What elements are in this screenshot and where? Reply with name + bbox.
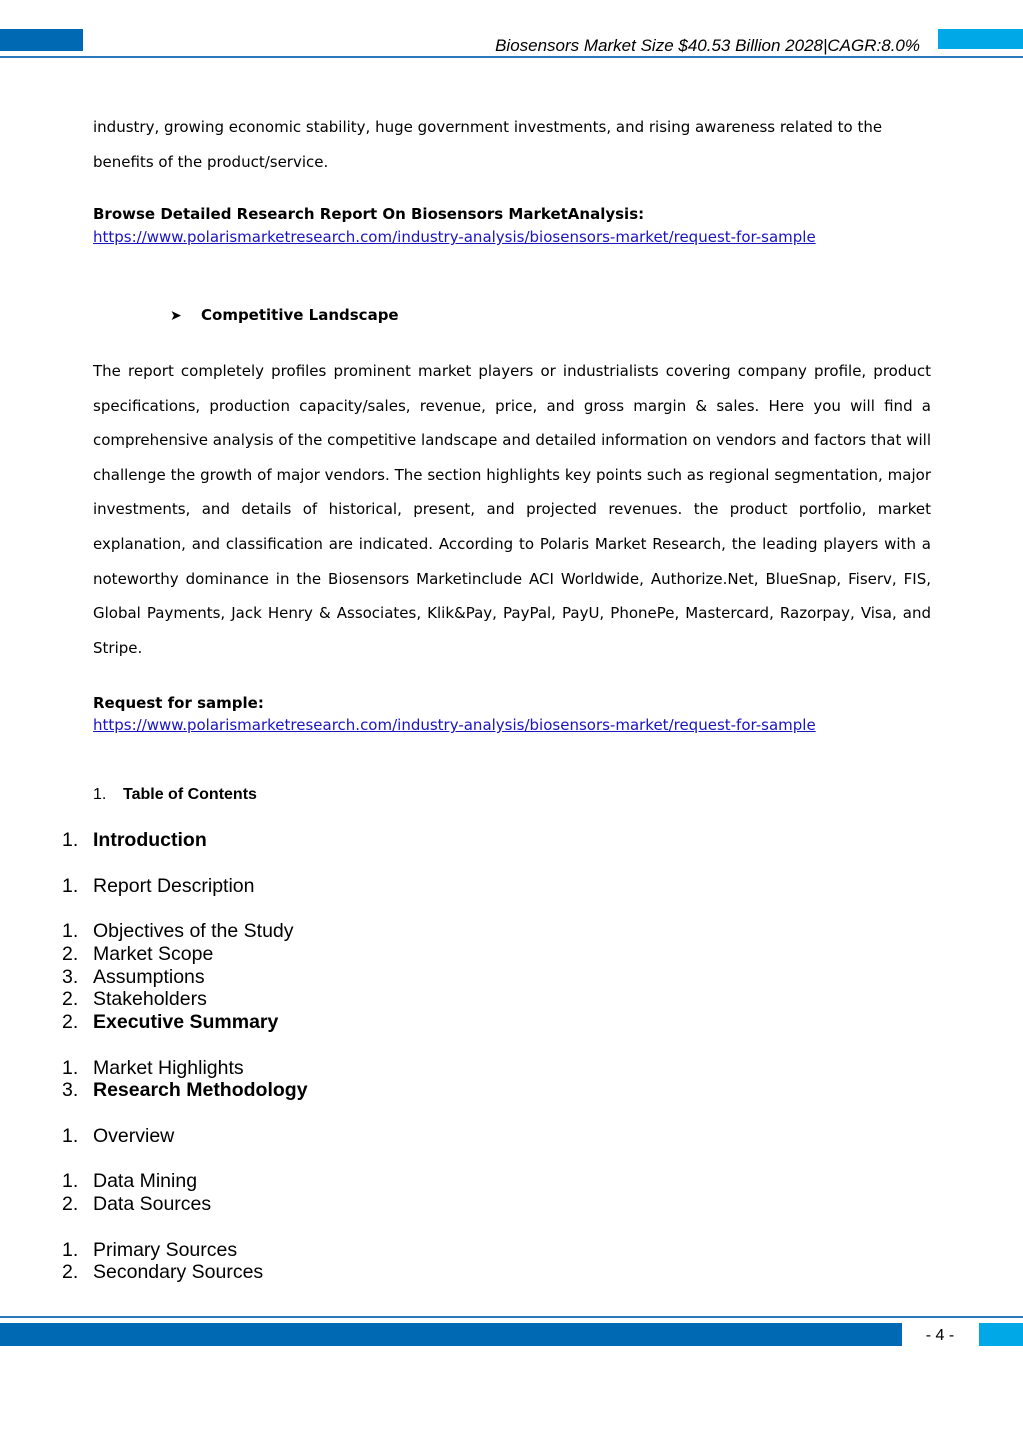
request-sample-label: Request for sample: — [93, 694, 264, 712]
toc-item: 1. Primary Sources — [62, 1239, 238, 1261]
toc-heading-label: Table of Contents — [123, 786, 257, 803]
arrow-bullet-icon: ➤ — [170, 308, 182, 324]
toc-item: 2. Stakeholders — [62, 988, 207, 1010]
browse-report-label: Browse Detailed Research Report On Biosensors MarketAnalysis: — [93, 205, 645, 223]
header-divider — [0, 56, 1023, 58]
header-accent-block-right — [938, 29, 1023, 49]
competitive-landscape-heading: ➤ Competitive Landscape — [170, 304, 399, 327]
request-sample-link[interactable]: https://www.polarismarketresearch.com/industry-analysis/biosensors-market/request-for-sample — [93, 716, 816, 734]
toc-item: 1. Report Description — [62, 875, 255, 897]
toc-item: 1. Market Highlights — [62, 1057, 244, 1079]
page-number: - 4 - — [925, 1327, 955, 1344]
toc-item: 2. Market Scope — [62, 943, 214, 965]
toc-heading — [93, 785, 257, 805]
competitive-landscape-paragraph: The report completely profiles prominent market players or industrialists covering company profile, product specifications, production capacity/sales, revenue, price, and gross margin & sales. Here you will find a comprehensive analysis of the competitive landscape and detailed information on vendors and factors that will challenge the growth of major vendors. The section highlights key points such as regional segmentation, major investments, and details of historical, present, and projected revenues. the product portfolio, market explanation, and classification are indicated. According to Polaris Market Research, the leading players with a noteworthy dominance in the Biosensors Marketinclude ACI Worldwide, Authorize.Net, BlueSnap, Fiserv, FIS, Global Payments, Jack Henry & Associates, Klik&Pay, PayPal, PayU, PhonePe, Mastercard, Razorpay, Visa, and Stripe. — [93, 362, 931, 657]
toc-item: 3. Research Methodology — [62, 1079, 308, 1101]
intro-paragraph: industry, growing economic stability, huge government investments, and rising awareness related to the benefits of the product/service. — [93, 118, 883, 171]
footer-divider — [0, 1316, 1023, 1318]
browse-report-link[interactable]: https://www.polarismarketresearch.com/industry-analysis/biosensors-market/request-for-sample — [93, 228, 816, 246]
toc-item: 2. Secondary Sources — [62, 1261, 264, 1283]
footer-accent-block-right — [979, 1323, 1023, 1346]
toc-item: 1. Introduction — [62, 829, 207, 851]
header-title: Biosensors Market Size $40.53 Billion 2028|CAGR:8.0% — [495, 36, 920, 55]
toc-item: 1. Data Mining — [62, 1170, 198, 1192]
toc-item: 1. Objectives of the Study — [62, 920, 294, 942]
footer-accent-bar — [0, 1323, 902, 1346]
header-accent-block-left — [0, 29, 83, 51]
toc-item: 2. Data Sources — [62, 1193, 212, 1215]
toc-item: 1. Overview — [62, 1125, 175, 1147]
toc-heading-number: 1. — [93, 786, 107, 803]
toc-item: 2. Executive Summary — [62, 1011, 279, 1033]
toc-item: 3. Assumptions — [62, 966, 205, 988]
